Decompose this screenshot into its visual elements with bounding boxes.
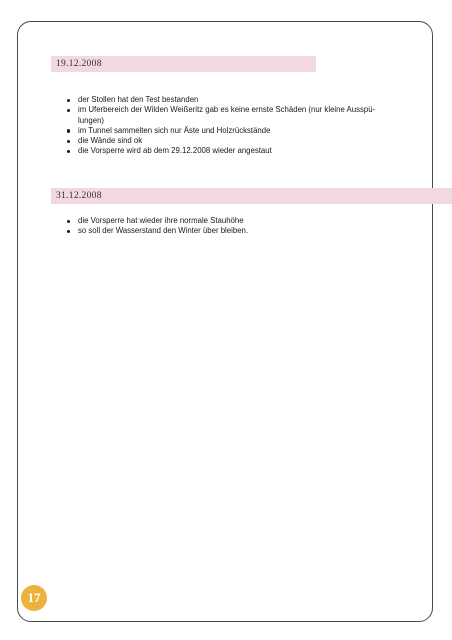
date-heading-2: 31.12.2008 [51,188,452,204]
page-number-badge: 17 [21,585,47,611]
list-item-text: im Tunnel sammelten sich nur Äste und Holzrückstände [78,125,271,135]
bullet-list-2 [64,216,414,237]
bullet-icon [67,109,70,112]
list-item [64,105,414,126]
list-item [64,136,414,146]
list-item [64,146,414,156]
list-item-text-continuation: lungen) [78,115,105,125]
bullet-icon [67,140,70,143]
date-heading-1: 19.12.2008 [51,56,316,72]
list-item-text: die Vorsperre hat wieder ihre normale Stauhöhe [78,216,244,225]
bullet-list-1 [64,95,414,157]
list-item-text: die Wände sind ok [78,136,143,146]
list-item-text: im Uferbereich der Wilden Weißeritz gab es keine ernste Schäden (nur kleine Ausspü- [78,105,376,115]
list-item-text: die Vorsperre wird ab dem 29.12.2008 wieder angestaut [78,146,272,156]
list-item-text: so soll der Wasserstand den Winter über bleiben. [78,226,249,236]
bullet-icon [67,99,70,102]
list-item [64,226,414,236]
bullet-icon [67,230,70,233]
bullet-icon [67,220,70,223]
list-item [64,126,414,136]
bullet-icon [67,150,70,153]
list-item [64,216,414,226]
bullet-icon [67,129,70,132]
list-item [64,95,414,105]
list-item-text: der Stollen hat den Test bestanden [78,95,199,104]
